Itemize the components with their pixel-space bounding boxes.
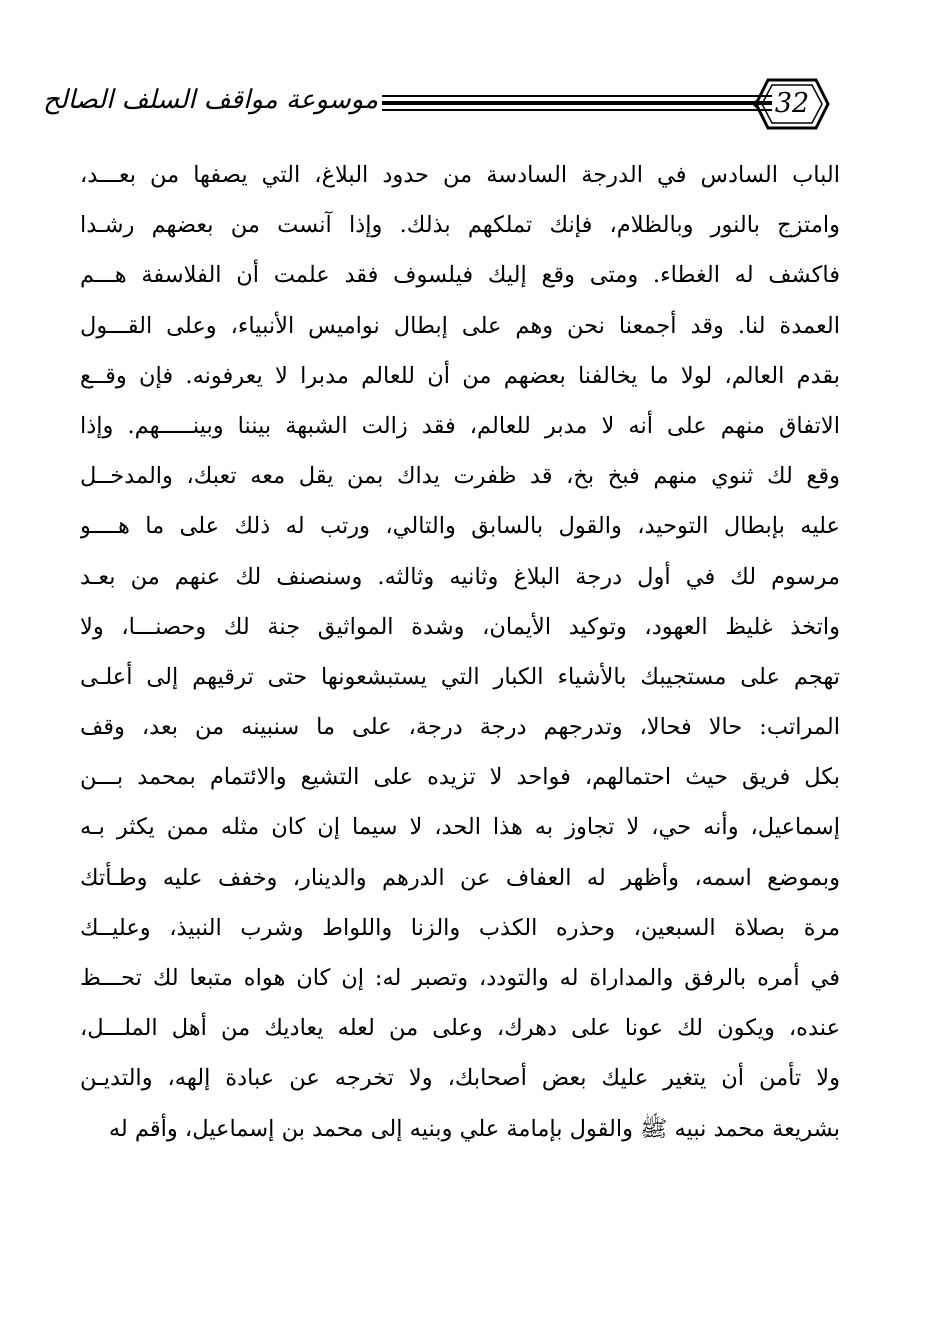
text-line: وبموضع اسمه، وأظهر له العفاف عن الدرهم والدينار، وخفف عليه وطـأتك	[80, 864, 840, 891]
text-line: فاكشف له الغطاء. ومتى وقع إليك فيلسوف فقد علمت أن الفلاسفة هـــم	[80, 262, 840, 289]
text-line: واتخذ غليظ العهود، وتوكيد الأيمان، وشدة المواثيق جنة لك وحصنـــا، ولا	[80, 613, 840, 640]
header-rule-top	[382, 95, 772, 97]
text-line: وقع لك ثنوي منهم فبخ بخ، قد ظفرت يداك بمن يقل معه تعبك، والمدخــل	[80, 463, 840, 490]
text-line: عليه بإبطال التوحيد، والقول بالسابق والتالي، ورتب له ذلك على ما هــــو	[80, 513, 840, 540]
running-title: موسوعة مواقف السلف الصالح	[43, 85, 378, 115]
page-header	[43, 72, 840, 142]
text-line: العمدة لنا. وقد أجمعنا نحن وهم على إبطال نواميس الأنبياء، وعلى القـــول	[80, 312, 840, 339]
text-line: في أمره بالرفق والمداراة له والتودد، وتصبر له: إن كان هواه متبعا لك تحـــظ	[80, 965, 840, 991]
page-number-badge	[752, 72, 832, 136]
header-rule-middle	[382, 101, 772, 105]
text-line: بقدم العالم، لولا ما يخالفنا بعضهم من أن للعالم مدبرا لا يعرفونه. فإن وقــع	[80, 362, 840, 389]
text-line: تهجم على مستجيبك بالأشياء الكبار التي يستبشعونها حتى ترقيهم إلى أعلـى	[80, 663, 840, 690]
text-line: عنده، ويكون لك عونا على دهرك، وعلى من لعله يعاديك من أهل الملـــل،	[80, 1015, 840, 1042]
page-number: 32	[774, 88, 810, 119]
text-line: وامتزج بالنور وبالظلام، فإنك تملكهم بذلك. وإذا آنست من بعضهم رشـدا	[80, 212, 840, 239]
header-rule-bottom	[382, 109, 772, 111]
text-line: المراتب: حالا فحالا، وتدرجهم درجة درجة، على ما سنبينه من بعد، وقف	[80, 714, 840, 741]
text-line: مرسوم لك في أول درجة البلاغ وثانيه وثالثه. وسنصنف لك عنهم من بعـد	[80, 563, 840, 590]
body-text	[80, 150, 840, 1154]
text-line: بشريعة محمد نبيه ﷺ والقول بإمامة علي وبنيه إلى محمد بن إسماعيل، وأقم له	[108, 1115, 840, 1142]
text-line: ولا تأمن أن يتغير عليك بعض أصحابك، ولا تخرجه عن عبادة إلهه، والتديـن	[80, 1065, 840, 1092]
text-line: الاتفاق منهم على أنه لا مدبر للعالم، فقد زالت الشبهة بيننا وبينـــــهم. وإذا	[80, 412, 840, 439]
text-line: مرة بصلاة السبعين، وحذره الكذب والزنا واللواط وشرب النبيذ، وعليــك	[80, 914, 840, 941]
text-line: بكل فريق حيث احتمالهم، فواحد لا تزيده على التشيع والائتمام بمحمد بـــن	[80, 764, 840, 791]
text-line: إسماعيل، وأنه حي، لا تجاوز به هذا الحد، لا سيما إن كان مثله ممن يكثر بـه	[80, 814, 840, 841]
text-line: الباب السادس في الدرجة السادسة من حدود البلاغ، التي يصفها من بعـــد،	[80, 162, 840, 188]
